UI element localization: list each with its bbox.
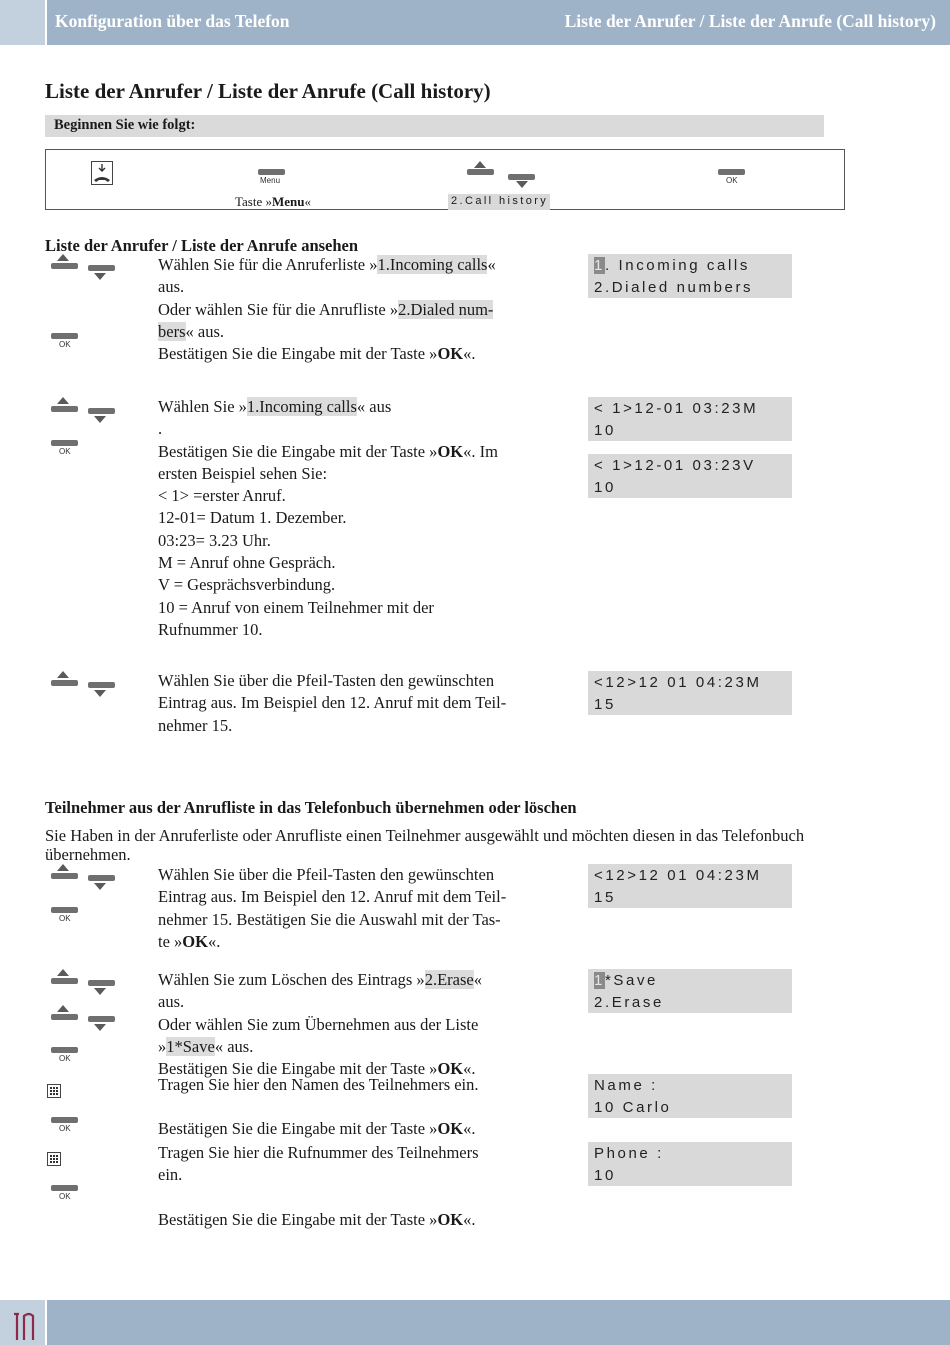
ok-key-icon — [51, 1185, 78, 1191]
text-line: ein. — [158, 1165, 183, 1185]
arrow-up-key-icon — [57, 671, 69, 678]
text-line: Bestätigen Sie die Eingabe mit der Taste »OK«. Im — [158, 441, 498, 461]
text-line: übernehmen. — [45, 845, 131, 864]
menu-key-caption: Taste »Menu« — [235, 194, 311, 209]
text-line: »1*Save« aus. — [158, 1036, 254, 1056]
ok-key-label: OK — [726, 176, 738, 185]
text-line: Bestätigen Sie die Eingabe mit der Taste »OK«. — [158, 1119, 476, 1139]
text-line: < 1> =erster Anruf. — [158, 486, 286, 506]
text-line: aus. — [158, 277, 185, 297]
section1-step2-text — [158, 396, 498, 641]
display-cursor: 1 — [594, 972, 605, 989]
arrow-up-key-bar — [51, 873, 78, 879]
ok-key-label: OK — [59, 914, 71, 923]
ok-key-icon — [51, 907, 78, 913]
arrow-up-key-icon — [57, 1005, 69, 1012]
text-line: Eintrag aus. Im Beispiel den 12. Anruf mit dem Teil- — [158, 887, 507, 907]
text-line: Wählen Sie über die Pfeil-Tasten den gewünschten — [158, 671, 495, 690]
call-history-display: 2.Call history — [448, 194, 550, 210]
arrow-up-key-bar — [51, 1014, 78, 1020]
text-line: Bestätigen Sie die Eingabe mit der Taste »OK«. — [158, 1209, 476, 1229]
display-panel: Name : 10 Carlo — [588, 1074, 792, 1118]
text-line: bers« aus. — [158, 321, 224, 341]
section1-step3-text — [158, 670, 506, 737]
section2-intro — [45, 826, 804, 865]
display-panel: 1. Incoming calls 2.Dialed numbers — [588, 254, 792, 298]
section2-step4-text — [158, 1142, 479, 1231]
section2-step2-text — [158, 969, 482, 1080]
display-panel: < 1>12-01 03:23V 10 — [588, 454, 792, 498]
display-panel: < 1>12-01 03:23M 10 — [588, 397, 792, 441]
display-panel: <12>12 01 04:23M 15 — [588, 864, 792, 908]
ok-key-label: OK — [59, 1054, 71, 1063]
text-line: Wählen Sie über die Pfeil-Tasten den gewünschten — [158, 865, 495, 884]
arrow-down-key-bar — [88, 682, 115, 688]
arrow-down-key-bar — [88, 875, 115, 881]
instruction-sequence-box — [45, 149, 845, 210]
arrow-up-key-bar — [51, 978, 78, 984]
arrow-up-key-icon — [57, 864, 69, 871]
header-tab — [0, 0, 45, 45]
display-panel: <12>12 01 04:23M 15 — [588, 671, 792, 715]
text-line: Wählen Sie für die Anruferliste »1.Incoming calls« — [158, 255, 496, 274]
ok-key-icon — [51, 1047, 78, 1053]
arrow-up-key-bar — [51, 406, 78, 412]
arrow-down-key-bar — [88, 265, 115, 271]
arrow-down-key-bar — [88, 408, 115, 414]
text-line: Oder wählen Sie für die Anrufliste »2.Dialed num- — [158, 299, 494, 319]
text-line: Eintrag aus. Im Beispiel den 12. Anruf mit dem Teil- — [158, 693, 507, 713]
text-line: Tragen Sie hier die Rufnummer des Teilnehmers — [158, 1143, 479, 1162]
text-line: 03:23= 3.23 Uhr. — [158, 530, 271, 550]
arrow-up-key-icon — [57, 254, 69, 261]
section1-heading: Liste der Anrufer / Liste der Anrufe ansehen — [45, 236, 359, 255]
page-number-graphic — [10, 1306, 40, 1342]
arrow-down-key-bar — [88, 980, 115, 986]
text-line: Tragen Sie hier den Namen des Teilnehmers ein. — [158, 1075, 479, 1094]
arrow-up-key-icon — [57, 969, 69, 976]
keypad-icon — [47, 1084, 61, 1098]
display-panel: 1*Save 2.Erase — [588, 969, 792, 1013]
section2-step1-text — [158, 864, 506, 953]
text-line: M = Anruf ohne Gespräch. — [158, 553, 336, 573]
text-line: V = Gesprächsverbindung. — [158, 575, 336, 595]
text-line: Rufnummer 10. — [158, 619, 263, 639]
start-label: Beginnen Sie wie folgt: — [54, 117, 196, 133]
footer-band — [47, 1300, 950, 1345]
header-chapter-title: Konfiguration über das Telefon — [55, 11, 290, 31]
start-bar — [45, 115, 824, 137]
arrow-down-key-bar — [88, 1016, 115, 1022]
ok-key-icon — [51, 440, 78, 446]
text-line: aus. — [158, 992, 185, 1012]
arrow-down-key-icon — [516, 181, 528, 188]
arrow-down-key-icon — [94, 1024, 106, 1031]
text-line: Wählen Sie zum Löschen des Eintrags »2.Erase« — [158, 970, 482, 989]
ok-key-label: OK — [59, 340, 71, 349]
ok-key-label: OK — [59, 1192, 71, 1201]
arrow-down-key-bar — [508, 174, 535, 180]
text-line: . — [158, 419, 163, 439]
arrow-up-key-icon — [57, 397, 69, 404]
arrow-up-key-bar — [51, 263, 78, 269]
arrow-down-key-icon — [94, 273, 106, 280]
text-line: te »OK«. — [158, 931, 221, 951]
arrow-up-key-icon — [474, 161, 486, 168]
arrow-down-key-icon — [94, 416, 106, 423]
menu-key-icon — [258, 169, 285, 175]
text-line: Oder wählen Sie zum Übernehmen aus der Liste — [158, 1014, 479, 1034]
section2-step3-text — [158, 1074, 479, 1141]
text-line: nehmer 15. Bestätigen Sie die Auswahl mit der Tas- — [158, 909, 501, 929]
text-line: Bestätigen Sie die Eingabe mit der Taste »OK«. — [158, 344, 476, 364]
arrow-up-key-bar — [467, 169, 494, 175]
section1-step1-text — [158, 254, 496, 365]
text-line: Sie Haben in der Anruferliste oder Anrufliste einen Teilnehmer ausgewählt und möchten diesen in das Telefonbuch — [45, 826, 805, 845]
ok-key-label: OK — [59, 447, 71, 456]
text-line: Bestätigen Sie die Eingabe mit der Taste »OK«. — [158, 1059, 476, 1079]
arrow-down-key-icon — [94, 690, 106, 697]
arrow-down-key-icon — [94, 883, 106, 890]
text-line: 10 = Anruf von einem Teilnehmer mit der — [158, 597, 434, 617]
handset-offhook-icon — [91, 161, 113, 185]
arrow-down-key-icon — [94, 988, 106, 995]
display-panel: Phone : 10 — [588, 1142, 792, 1186]
text-line: Wählen Sie »1.Incoming calls« aus — [158, 397, 392, 416]
keypad-icon — [47, 1152, 61, 1166]
ok-key-icon — [51, 333, 78, 339]
display-cursor: 1 — [594, 257, 605, 274]
arrow-up-key-bar — [51, 680, 78, 686]
text-line: nehmer 15. — [158, 715, 233, 735]
text-line: ersten Beispiel sehen Sie: — [158, 463, 328, 483]
ok-key-label: OK — [59, 1124, 71, 1133]
ok-key-icon — [718, 169, 745, 175]
header-band — [47, 0, 950, 45]
ok-key-icon — [51, 1117, 78, 1123]
menu-key-label: Menu — [260, 176, 281, 185]
text-line: 12-01= Datum 1. Dezember. — [158, 508, 347, 528]
page-title: Liste der Anrufer / Liste der Anrufe (Call history) — [45, 79, 491, 103]
section2-heading: Teilnehmer aus der Anrufliste in das Telefonbuch übernehmen oder löschen — [45, 798, 577, 817]
header-section-title: Liste der Anrufer / Liste der Anrufe (Call history) — [564, 11, 936, 31]
